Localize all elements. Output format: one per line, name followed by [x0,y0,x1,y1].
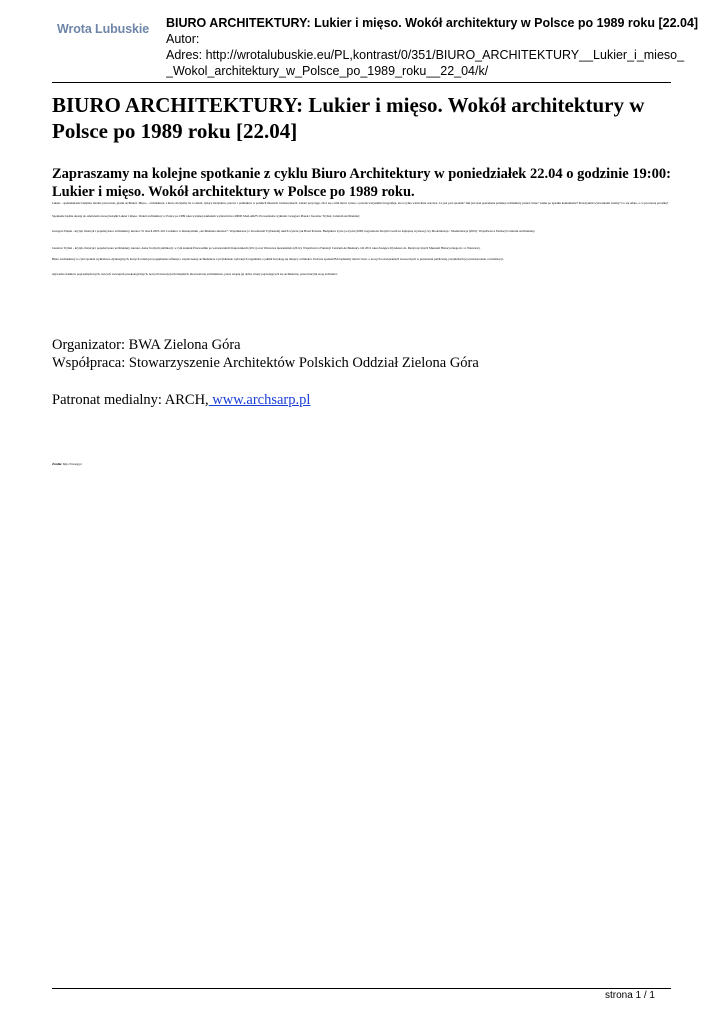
article-title: BIURO ARCHITEKTURY: Lukier i mięso. Wokół architektury w Polsce po 1989 roku [22.04] [52,93,645,143]
fine-paragraph-1: Lukier – spektakularne budynki, modne pracownie, głośni architekci. Mięso – architektura, z którą obcujemy na co dzień, tysiące budynków, placów i pomników w polskich miastach i miasteczkach. Lukier przyciąga, choć się o nim mówi i pisze, a przede wszystkim fotografuje, ale to tylko wierzchnia warstwa. Co jest pod spodem? Jaki jest stan posiadania polskiej architektury ponad ćwierć wieku po upadku komunizmu? Przed jakim wyzwaniami stoimy? Co się udało, a co jest naszą porażką? [52,201,669,205]
fine-paragraph-4: Jarosław Trybuś - krytyk, historyk i popularyzator architektury, kurator. Autor licznych publikacji, w tym książek Przewodnik po warszawskich blokowiskach (2011) oraz Warszawa niezaistniała (2012). Współtwórca Fundacji Centrum Architektury. Od 2012 roku Zastępca Dyrektora ds. Merytorycznych Muzeum Historycznego m. st. Warszawy. [52,246,481,250]
header-divider [52,82,671,83]
organizer-line: Organizator: BWA Zielona Góra [52,337,241,353]
header-title: BIURO ARCHITEKTURY: Lukier i mięso. Wokół architektury w Polsce po 1989 roku [22.04] [166,16,699,30]
article-lead: Zapraszamy na kolejne spotkanie z cyklu Biuro Architektury w poniedziałek 22.04 o godzinie 19:00: Lukier i mięso. Wokół architektury w Polsce po 1989 roku. [52,166,671,200]
patron-line [52,390,310,410]
header-address-1[interactable]: Adres: http://wrotalubuskie.eu/PL,kontrast/0/351/BIURO_ARCHITEKTURY__Lukier_i_mieso_ [166,48,685,62]
fine-paragraph-6: używania obiektów poprzemysłowych, nowych rozwiązań proekologicznych, nowych inwestycjach miejskich, kierowniczej architekturze, przez terapię jej dobre strony pojawiających się architektów, przez którymi stoją architekci. [52,272,338,276]
source-label: Źródło: [52,462,63,466]
document-header [166,15,725,79]
footer-divider [52,988,671,989]
cooperation-line: Współpraca: Stowarzyszenie Architektów Polskich Oddział Zielona Góra [52,355,479,371]
header-address-2[interactable]: _Wokol_architektury_w_Polsce_po_1989_roku__22_04/k/ [166,64,489,78]
source-url[interactable]: http://bwazg.pl [62,462,82,466]
header-author: Autor: [166,32,200,46]
fine-paragraph-2: Spotkanie będzie okazją do omówienia nowej książki Lukier i mięso. Wokół architektury w Polsce po 1989 roku wydanej nakładem wydawnictwa 40000 MALARZY. Prowadzenie wykładu: Grzegorz Piątek i Jarosław Trybuś, Centrum Architektury [52,214,360,218]
patron-label: Patronat medialny: ARCH, [52,392,209,408]
archsarp-link[interactable]: www.archsarp.pl [208,392,311,408]
fine-paragraph-3: Grzegorz Piątek - krytyk, historyk i popularyzator architektury, kurator. W latach 2005–2011 redaktor w miesięczniku „Architektura-murator”. Współkurator (z Jarosławem Trybusiem) takich wystaw jak Hotel Polonia. Budynków życie po życiu (2008, nagrodzona Złotym Lwem za najlepszą wystawę) czy Modernizacje / Modernizacja (2010). Współtwórca Fundacji Centrum Architektury. [52,229,536,233]
page-number: strona 1 / 1 [604,990,655,1001]
wrota-lubuskie-logo: Wrota Lubuskie [57,22,150,36]
fine-paragraph-5: Biuro Architektury to cykl spotkań wykładowo-dyskusyjnych, których celem jest pogłębianie refleksji o współczesnej architekturze i przybliżenie wybranych zagadnień, z jakimi borykają się miejscy architekci. Podczas spotkań BA będziemy mówić m.in. o nowych rozwiązaniach stosowanych w przestrzeni publicznej, przykładach jej zawłaszczania, rewitalizacji, [52,257,504,261]
source-line [52,462,82,466]
